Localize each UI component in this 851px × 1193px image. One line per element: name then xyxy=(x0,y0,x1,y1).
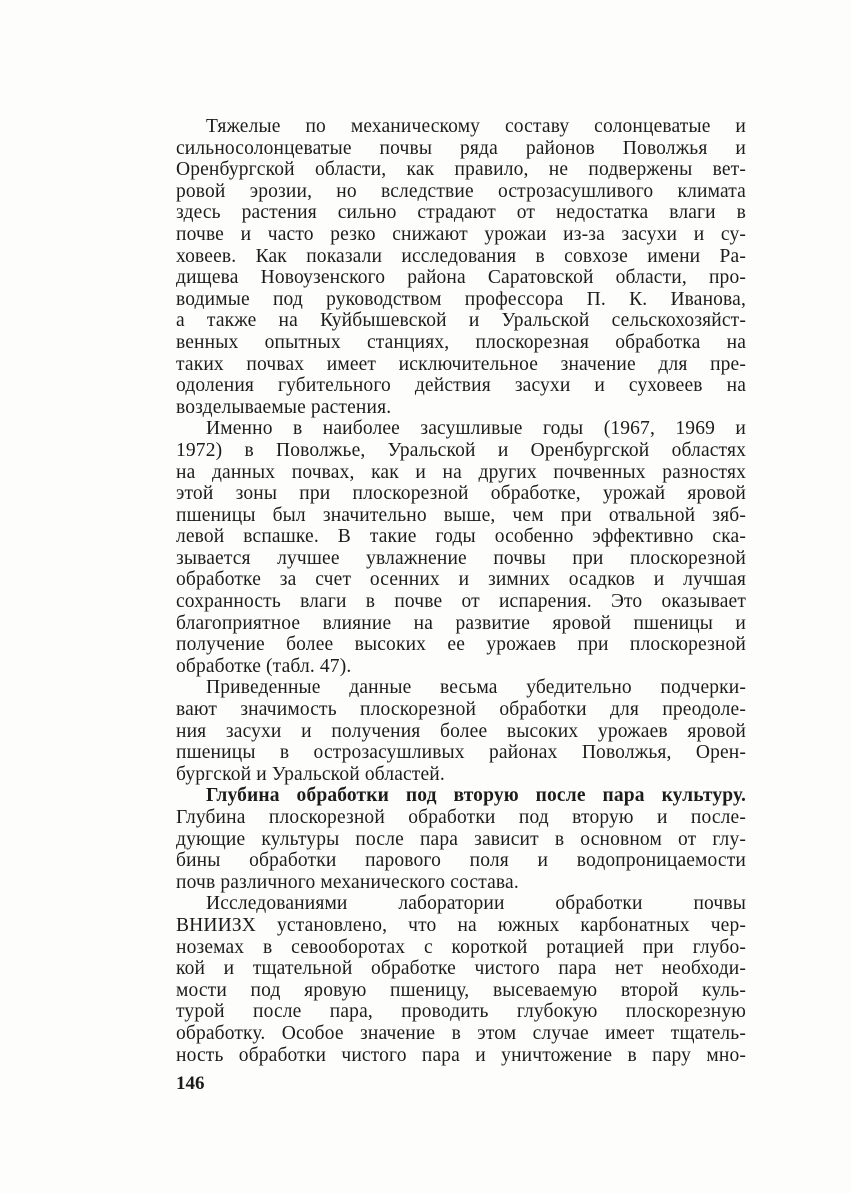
text-line: получение более высоких ее урожаев при плоскорезной xyxy=(176,634,746,656)
text-line: дищева Новоузенского района Саратовской области, про- xyxy=(176,267,746,289)
text-line: ния засухи и получения более высоких урожаев яровой xyxy=(176,720,746,742)
text-line: сильносолонцеватые почвы ряда районов Поволжья и xyxy=(176,137,746,159)
text-line: благоприятное влияние на развитие яровой пшеницы и xyxy=(176,612,746,634)
paragraph-5 xyxy=(176,893,746,1066)
text-line: этой зоны при плоскорезной обработке, урожай яровой xyxy=(176,483,746,505)
text-line: Глубина плоскорезной обработки под вторую и после- xyxy=(176,807,746,828)
text-line: почве и часто резко снижают урожаи из-за засухи и су- xyxy=(176,223,746,245)
body-text xyxy=(176,116,746,1066)
text-line: ховеев. Как показали исследования в совхозе имени Ра- xyxy=(176,245,746,267)
paragraph-3 xyxy=(176,677,746,785)
text-line: ВНИИЗХ установлено, что на южных карбонатных чер- xyxy=(176,914,746,936)
text-line: а также на Куйбышевской и Уральской сельскохозяйст- xyxy=(176,310,746,332)
text-line: левой вспашке. В такие годы особенно эффективно ска- xyxy=(176,526,746,548)
text-line: ровой эрозии, но вследствие острозасушливого климата xyxy=(176,180,746,202)
text-line: водимые под руководством профессора П. К. Иванова, xyxy=(176,288,746,310)
text-line: обработке за счет осенних и зимних осадков и лучшая xyxy=(176,569,746,591)
text-line: Именно в наиболее засушливые годы (1967, 1969 и xyxy=(206,418,746,440)
text-line: Оренбургской области, как правило, не подвержены вет- xyxy=(176,159,746,181)
text-line: ность обработки чистого пара и уничтожение в пару мно- xyxy=(176,1044,746,1066)
text-line: здесь растения сильно страдают от недостатка влаги в xyxy=(176,202,746,224)
paragraph-4 xyxy=(176,785,746,893)
text-line: мости под яровую пшеницу, высеваемую второй куль- xyxy=(176,979,746,1001)
text-line: зывается лучшее увлажнение почвы при плоскорезной xyxy=(176,547,746,569)
text-line: кой и тщательной обработке чистого пара нет необходи- xyxy=(176,958,746,980)
text-line: пшеницы был значительно выше, чем при отвальной зяб- xyxy=(176,504,746,526)
text-line: турой после пара, проводить глубокую плоскорезную xyxy=(176,1001,746,1023)
text-line: Исследованиями лаборатории обработки почвы xyxy=(206,893,746,915)
text-line: почв различного механического состава. xyxy=(176,871,519,893)
paragraph-1 xyxy=(176,116,746,418)
text-line: ноземах в севооборотах с короткой ротацией при глубо- xyxy=(176,936,746,958)
text-line: на данных почвах, как и на других почвенных разностях xyxy=(176,461,746,483)
text-line: возделываемые растения. xyxy=(176,396,392,418)
text-line: дующие культуры после пара зависит в основном от глу- xyxy=(176,828,746,850)
section-heading: Глубина обработки под вторую после пара культуру. xyxy=(206,785,746,807)
text-line: бины обработки парового поля и водопроницаемости xyxy=(176,850,746,872)
text-line: пшеницы в острозасушливых районах Поволжья, Орен- xyxy=(176,742,746,764)
text-line: вают значимость плоскорезной обработки для преодоле- xyxy=(176,699,746,721)
text-line: бургской и Уральской областей. xyxy=(176,763,445,785)
text-line: обработку. Особое значение в этом случае имеет тщатель- xyxy=(176,1022,746,1044)
paragraph-2 xyxy=(176,418,746,677)
text-line: Тяжелые по механическому составу солонцеватые и xyxy=(206,116,746,137)
page-number: 146 xyxy=(176,1073,205,1094)
text-line: одоления губительного действия засухи и суховеев на xyxy=(176,375,746,397)
text-line: сохранность влаги в почве от испарения. Это оказывает xyxy=(176,591,746,613)
text-line: венных опытных станциях, плоскорезная обработка на xyxy=(176,331,746,353)
text-line: 1972) в Поволжье, Уральской и Оренбургской областях xyxy=(176,439,746,461)
text-line: Приведенные данные весьма убедительно подчерки- xyxy=(206,677,746,699)
text-line: обработке (табл. 47). xyxy=(176,655,352,677)
text-line: таких почвах имеет исключительное значение для пре- xyxy=(176,353,746,375)
